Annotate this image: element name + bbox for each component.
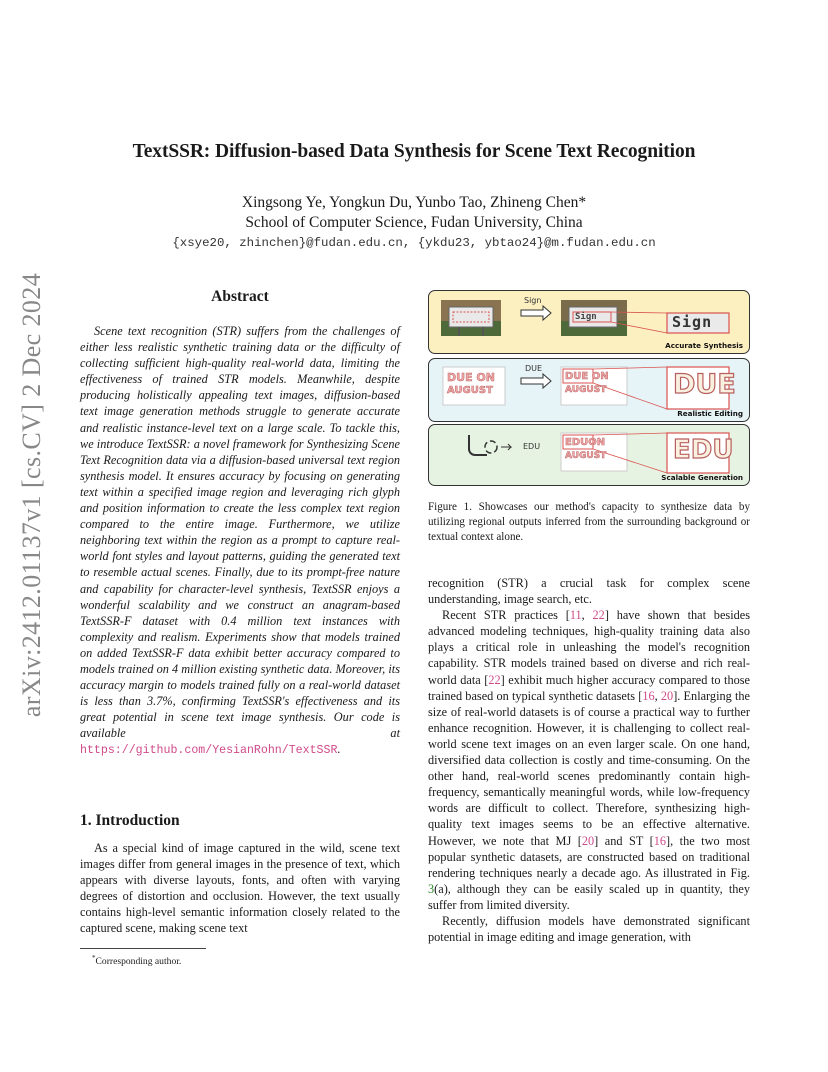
synth-word-large: Sign bbox=[672, 313, 713, 331]
panel-label-scalable-generation: Scalable Generation bbox=[661, 473, 743, 482]
edit-result-word: DUE bbox=[673, 369, 736, 400]
arrow-label-sign: Sign bbox=[524, 296, 542, 305]
code-link[interactable]: https://github.com/YesianRohn/TextSSR bbox=[80, 744, 338, 758]
edit-input-word-2: AUGUST bbox=[447, 385, 493, 396]
paper-title: TextSSR: Diffusion-based Data Synthesis for Scene Text Recognition bbox=[132, 141, 696, 162]
intro-continued-paragraph: recognition (STR) a crucial task for complex scene understanding, image search, etc. bbox=[428, 576, 750, 607]
panel-label-accurate-synthesis: Accurate Synthesis bbox=[665, 341, 743, 350]
footnote-text: Corresponding author. bbox=[95, 956, 182, 968]
citation-link[interactable]: 20 bbox=[581, 833, 595, 848]
figure-panel-realistic-editing bbox=[428, 358, 750, 422]
section-heading-introduction: 1. Introduction bbox=[80, 812, 180, 829]
arxiv-id: arXiv:2412.01137v1 [cs.CV] 2 Dec 2024 bbox=[17, 272, 46, 718]
figure-ref-link[interactable]: 3 bbox=[428, 881, 435, 896]
citation-link[interactable]: 11 bbox=[569, 608, 582, 623]
edit-input-word-1: DUE ON bbox=[447, 371, 495, 384]
figure-panel-scalable-generation bbox=[428, 424, 750, 486]
abstract-heading: Abstract bbox=[211, 288, 269, 305]
author-emails: {xsye20, zhinchen}@fudan.edu.cn, {ykdu23, ybtao24}@m.fudan.edu.cn bbox=[172, 236, 656, 250]
panel-label-realistic-editing: Realistic Editing bbox=[677, 409, 743, 418]
abstract-text: Scene text recognition (STR) suffers from the challenges of either less realistic synthetic training data or the difficulty of collecting sufficient high-quality real-world data, limiting the effectiveness of trained STR models. Meanwhile, despite producing holistically appealing text images, diffusion-based text image generation methods struggle to generate accurate and realistic instance-level text on a large scale. To tackle this, we introduce TextSSR: a novel framework for Synthesizing Scene Text Recognition data via a diffusion-based universal text region synthesis model. It ensures accuracy by focusing on generating text within a specified image region and leveraging rich glyph and position information to create the less complex text region compared to the entire image. Furthermore, we utilize neighboring text within the region as a prompt to capture real-world font styles and layout patterns, guiding the generated text to resemble actual scenes. Finally, due to its prompt-free nature and capability for character-level synthesis, TextSSR enjoys a wonderful scalability and we construct an anagram-based TextSSR-F dataset with 0.4 million text instances with complexity and realism. Experiments show that models trained on added TextSSR-F data exhibit better accuracy compared to models trained on 4 million existing synthetic data. Moreover, its accuracy margin to models trained fully on a real-world dataset is less than 3.7%, confirming TextSSR's effectiveness and its great potential in scene text image synthesis. Our code is available at bbox=[80, 324, 400, 741]
arrow-label-due: DUE bbox=[525, 364, 543, 373]
synth-word-small: Sign bbox=[575, 312, 597, 322]
gen-output-word-2: AUGUST bbox=[565, 451, 607, 461]
citation-link[interactable]: 22 bbox=[488, 672, 501, 687]
gen-result-word: EDU bbox=[673, 435, 734, 465]
edit-output-word-2: AUGUST bbox=[565, 385, 607, 395]
footnote-rule bbox=[80, 948, 206, 949]
abstract-body: Scene text recognition (STR) suffers from the challenges of either less realistic synthetic training data or the difficulty of collecting sufficient high-quality real-world data, limiting the effectiveness of trained STR models. Meanwhile, despite producing holistically appealing text images, diffusion-based text image generation methods struggle to generate accurate and realistic instance-level text on a large scale. To tackle this, we introduce TextSSR: a novel framework for Synthesizing Scene Text Recognition data via a diffusion-based universal text region synthesis model. It ensures accuracy by focusing on generating text within a specified image region and leveraging rich glyph and position information to create the less complex text region compared to the entire image. Furthermore, we utilize neighboring text within the region as a prompt to capture real-world font styles and layout patterns, guiding the generated text to resemble actual scenes. Finally, due to its prompt-free nature and capability for character-level synthesis, TextSSR enjoys a wonderful scalability and we construct an anagram-based TextSSR-F dataset with 0.4 million text instances with complexity and realism. Experiments show that models trained on added TextSSR-F data exhibit better accuracy compared to models trained on 4 million existing synthetic data. Moreover, its accuracy margin to models trained fully on a real-world dataset is less than 3.7%, confirming TextSSR's effectiveness and its great potential in scene text image synthesis. Our code is available at https://github.com/YesianRohn/TextSSR. bbox=[80, 324, 400, 758]
edit-output-word-1: DUE ON bbox=[565, 371, 609, 382]
arxiv-sidebar bbox=[12, 272, 52, 718]
citation-link[interactable]: 20 bbox=[660, 688, 674, 703]
gen-output-word-1: EDUON bbox=[565, 437, 606, 448]
citation-link[interactable]: 16 bbox=[653, 833, 666, 848]
right-column-text bbox=[428, 575, 750, 945]
arrow-label-edu: EDU bbox=[523, 442, 541, 451]
intro-paragraph: As a special kind of image captured in the wild, scene text images differ from general images in the presence of text, which appears with diverse layouts, fonts, and often with varying degrees of distortion and occlusion. However, the text usually contains high-level semantic information closely related to the captured scene, making scene text bbox=[80, 841, 400, 936]
diffusion-paragraph: Recently, diffusion models have demonstrated significant potential in image editing and image generation, with bbox=[428, 913, 750, 945]
citation-link[interactable]: 16 bbox=[642, 688, 655, 703]
citation-link[interactable]: 22 bbox=[592, 608, 605, 623]
recent-str-paragraph: Recent STR practices [11, 22] have shown that besides advanced modeling techniques, high-quality training data also plays a critical role in unleashing the model's recognition capability. STR models trained based on diverse and rich real-world data [22] exhibit much higher accuracy compared to those trained based on typical synthetic datasets [16, 20]. Enlarging the size of real-world datasets is of course a practical way to further enhance recognition. However, it is challenging to collect real-world scene text images on an even larger scale. On one hand, diversified data collection is costly and time-consuming. On the other hand, real-world scenes predominantly contain high-frequency, semantically meaningful words, while low-frequency words are difficult to collect. Therefore, synthesizing high-quality text images seems to be an effective alternative. However, we note that MJ [20] and ST [16], the two most popular synthetic datasets, are constructed based on traditional rendering techniques nearly a decade ago. As illustrated in Fig. 3(a), although they can be easily scaled up in quantity, they suffer from limited diversity. bbox=[428, 608, 751, 912]
author-list: Xingsong Ye, Yongkun Du, Yunbo Tao, Zhineng Chen* bbox=[241, 194, 587, 211]
affiliation: School of Computer Science, Fudan University, China bbox=[245, 214, 583, 231]
figure-panel-accurate-synthesis bbox=[428, 290, 750, 354]
footnote: *Corresponding author. bbox=[92, 954, 182, 968]
figure-1-caption: Figure 1. Showcases our method's capacity to synthesize data by utilizing regional outputs inferred from the surrounding background or textual context alone. bbox=[428, 501, 750, 544]
